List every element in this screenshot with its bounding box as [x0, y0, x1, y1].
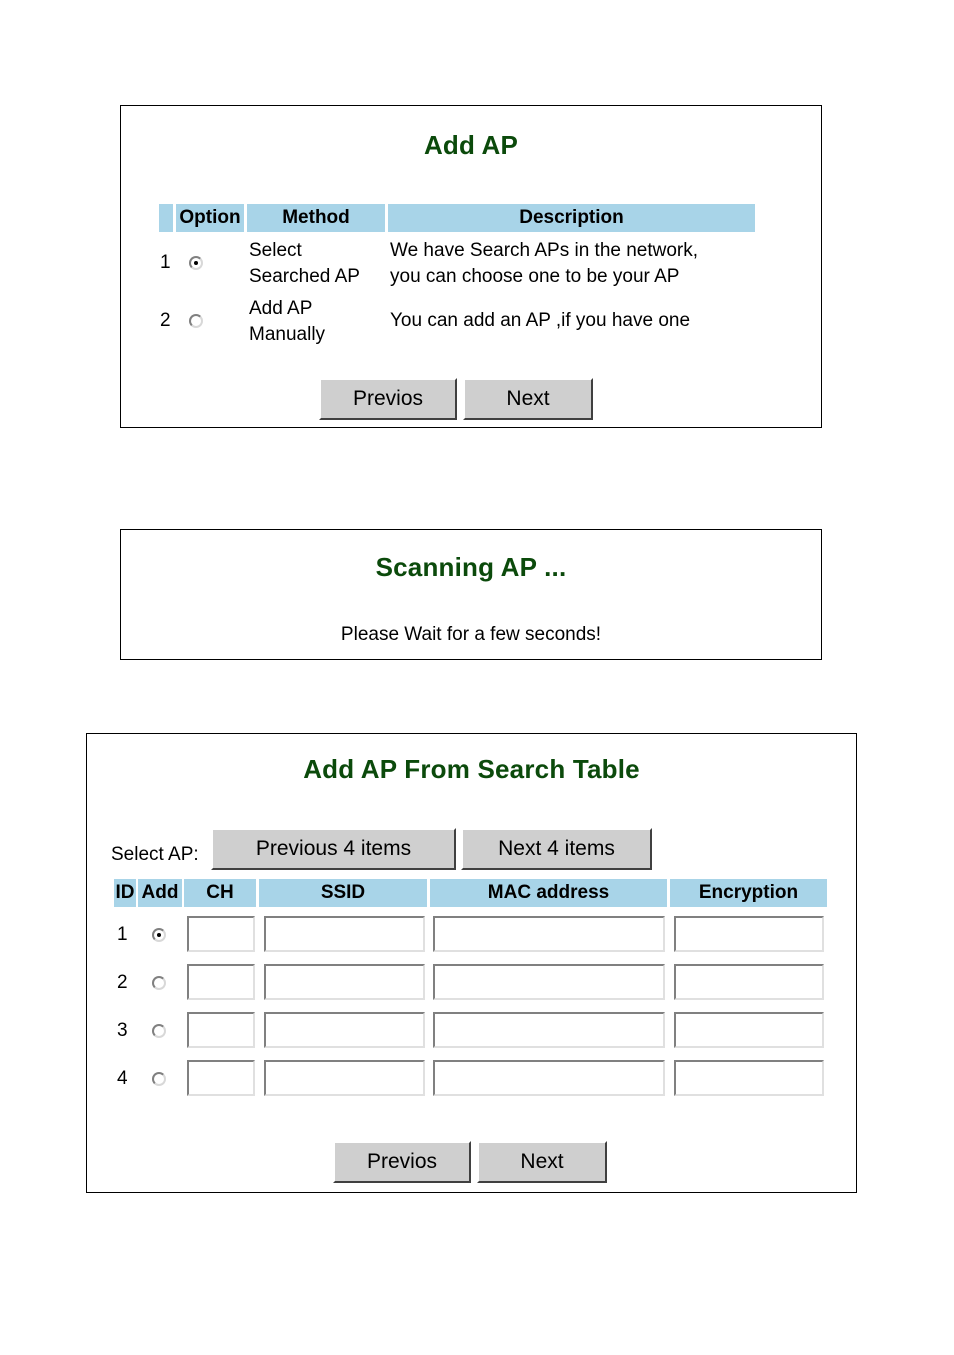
next-4-items-button[interactable]: Next 4 items	[461, 828, 652, 870]
ch-field-1[interactable]	[187, 916, 255, 952]
ch-field-4[interactable]	[187, 1060, 255, 1096]
description-line: We have Search APs in the network,	[390, 240, 699, 261]
scanning-title: Scanning AP ...	[375, 552, 567, 582]
method-line: Add AP	[249, 298, 313, 319]
header-mac-address: MAC address	[430, 879, 667, 907]
mac-field-3[interactable]	[433, 1012, 665, 1048]
encryption-field-4[interactable]	[674, 1060, 824, 1096]
table-row-id: 1	[117, 924, 128, 945]
mac-field-4[interactable]	[433, 1060, 665, 1096]
select-ap-label: Select AP:	[111, 844, 199, 865]
previos-button[interactable]: Previos	[319, 378, 457, 420]
method-line: Select	[249, 240, 302, 261]
header-method: Method	[247, 204, 385, 232]
description-line: You can add an AP ,if you have one	[390, 310, 691, 331]
add-radio-1[interactable]	[152, 928, 166, 942]
method-line: Manually	[249, 324, 326, 345]
encryption-field-2[interactable]	[674, 964, 824, 1000]
header-spacer	[159, 204, 173, 232]
ssid-field-4[interactable]	[264, 1060, 425, 1096]
header-ssid: SSID	[259, 879, 427, 907]
mac-field-2[interactable]	[433, 964, 665, 1000]
row-number: 2	[160, 310, 171, 331]
encryption-field-3[interactable]	[674, 1012, 824, 1048]
add-ap-panel	[120, 105, 822, 428]
option-radio-select-searched[interactable]	[189, 256, 203, 270]
row-number: 1	[160, 252, 171, 273]
method-line: Searched AP	[249, 266, 360, 287]
option-radio-add-manually[interactable]	[189, 314, 203, 328]
add-radio-3[interactable]	[152, 1024, 166, 1038]
ch-field-3[interactable]	[187, 1012, 255, 1048]
encryption-field-1[interactable]	[674, 916, 824, 952]
description-line: you can choose one to be your AP	[390, 266, 680, 287]
ssid-field-3[interactable]	[264, 1012, 425, 1048]
search-table-title: Add AP From Search Table	[303, 754, 640, 784]
scanning-panel	[120, 529, 822, 660]
previous-4-items-button[interactable]: Previous 4 items	[211, 828, 456, 870]
table-row-id: 3	[117, 1020, 128, 1041]
ssid-field-1[interactable]	[264, 916, 425, 952]
scanning-message: Please Wait for a few seconds!	[340, 624, 602, 645]
previos-button[interactable]: Previos	[333, 1141, 471, 1183]
header-id: ID	[114, 879, 136, 907]
add-radio-4[interactable]	[152, 1072, 166, 1086]
header-description: Description	[388, 204, 755, 232]
table-row-id: 2	[117, 972, 128, 993]
header-add: Add	[138, 879, 182, 907]
next-button[interactable]: Next	[463, 378, 593, 420]
ssid-field-2[interactable]	[264, 964, 425, 1000]
header-encryption: Encryption	[670, 879, 827, 907]
add-ap-title: Add AP	[423, 130, 519, 160]
header-ch: CH	[184, 879, 256, 907]
ch-field-2[interactable]	[187, 964, 255, 1000]
next-button[interactable]: Next	[477, 1141, 607, 1183]
add-radio-2[interactable]	[152, 976, 166, 990]
search-table-panel	[86, 733, 857, 1193]
mac-field-1[interactable]	[433, 916, 665, 952]
header-option: Option	[176, 204, 244, 232]
table-row-id: 4	[117, 1068, 128, 1089]
